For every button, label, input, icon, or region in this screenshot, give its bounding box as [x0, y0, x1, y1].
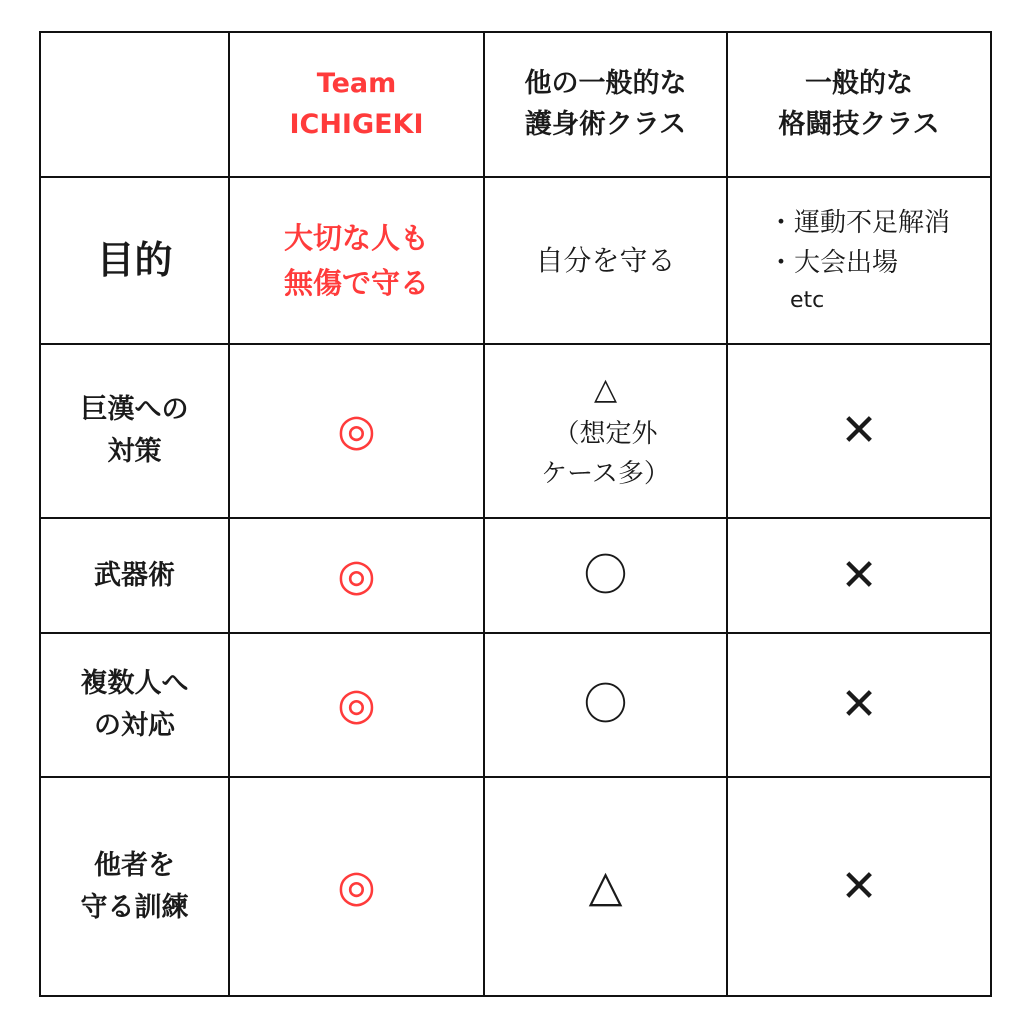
triangle-icon: △ [588, 860, 623, 912]
rating-martial-arts-large-opponent [727, 344, 991, 518]
rating-team-weapons [229, 518, 484, 633]
header-self-defense-class [484, 32, 727, 177]
double-circle-icon: ◎ [337, 405, 376, 456]
header-corner-cell [40, 32, 229, 177]
header-row [40, 32, 991, 177]
row-weapons [40, 518, 991, 633]
purpose-self-defense: 自分を守る [484, 177, 727, 344]
purpose-list-item: ・大会出場 [767, 248, 898, 279]
rating-team-multiple-opponents [229, 633, 484, 777]
triangle-icon: △ [593, 372, 618, 408]
rating-martial-arts-weapons [727, 518, 991, 633]
purpose-martial-arts [727, 177, 991, 344]
header-team-line1: Team [316, 68, 397, 99]
header-martial-arts-line2: 格闘技クラス [778, 108, 940, 140]
row-multiple-opponents [40, 633, 991, 777]
rating-team-protect-others [229, 777, 484, 996]
rating-martial-arts-multiple-opponents [727, 633, 991, 777]
row-label-weapons: 武器術 [40, 518, 229, 633]
cross-icon: ✕ [840, 405, 878, 456]
double-circle-icon: ◎ [337, 549, 376, 601]
row-label-purpose: 目的 [40, 177, 229, 344]
header-self-defense-line2: 護身術クラス [524, 108, 687, 140]
row-label-large-opponent: 巨漢への 対策 [40, 344, 229, 518]
double-circle-icon: ◎ [337, 860, 376, 912]
circle-icon: 〇 [583, 679, 628, 730]
cross-icon: ✕ [840, 549, 878, 601]
rating-self-defense-weapons [484, 518, 727, 633]
row-label-multiple-opponents: 複数人へ の対応 [40, 633, 229, 777]
header-martial-arts-line1: 一般的な [805, 68, 913, 99]
purpose-list-etc: etc [789, 287, 825, 313]
rating-self-defense-protect-others [484, 777, 727, 996]
row-label-protect-others: 他者を 守る訓練 [40, 777, 229, 996]
header-team-ichigeki [229, 32, 484, 177]
purpose-list-item: ・運動不足解消 [767, 208, 950, 239]
cross-icon: ✕ [840, 679, 878, 730]
row-large-opponent [40, 344, 991, 518]
header-martial-arts-class [727, 32, 991, 177]
rating-team-large-opponent [229, 344, 484, 518]
purpose-list [768, 203, 950, 318]
rating-self-defense-multiple-opponents [484, 633, 727, 777]
circle-icon: 〇 [583, 549, 628, 601]
rating-self-defense-large-opponent: △ （想定外 ケース多） [484, 344, 727, 518]
row-purpose [40, 177, 991, 344]
double-circle-icon: ◎ [337, 679, 376, 730]
rating-martial-arts-protect-others [727, 777, 991, 996]
header-self-defense-line1: 他の一般的な [524, 68, 687, 99]
cross-icon: ✕ [840, 860, 878, 912]
row-protect-others [40, 777, 991, 996]
comparison-table [39, 31, 992, 997]
header-team-line2: ICHIGEKI [289, 108, 424, 140]
purpose-team-ichigeki: 大切な人も 無傷で守る [229, 177, 484, 344]
